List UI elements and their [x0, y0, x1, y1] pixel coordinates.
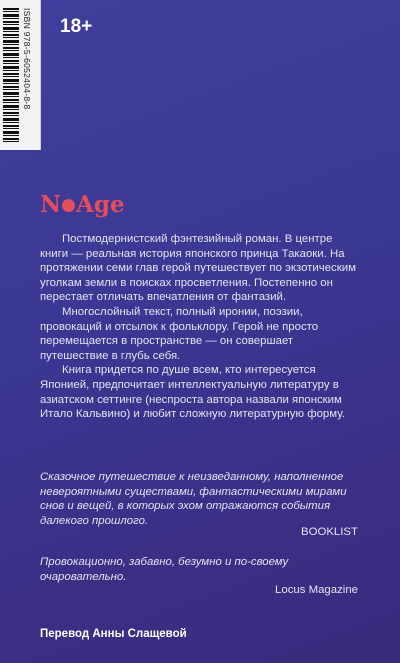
logo-text: Age — [76, 191, 125, 218]
review-source: Locus Magazine — [275, 584, 358, 596]
review-quote: Провокационно, забавно, безумно и по-своему очаровательно. — [40, 556, 289, 583]
barcode — [0, 0, 41, 150]
review-source: BOOKLIST — [301, 526, 358, 538]
logo-dot-icon — [62, 199, 75, 212]
description-paragraph: Постмодернистский фэнтезийный роман. В центре книги — реальная история японского принца Такаоки. На протяжении семи глав герой путешествует по экзотическим уголкам земли в поисках просветления. Постепенно он перестает отличать впечатления от фантазий. — [40, 233, 356, 304]
description-paragraph: Многослойный текст, полный иронии, поэзии, провокаций и отсылок к фольклору. Герой не просто перемещается в пространстве — он совершает путешествие в глубь себя. — [40, 305, 319, 362]
age-rating: 18+ — [60, 16, 93, 37]
book-description — [40, 232, 360, 422]
description-paragraph: Книга придется по душе всем, кто интересуется Японией, предпочитает интеллектуальную литературу в азиатском сеттинге (неспроста автора назвали японским Итало Кальвино) и любит сложную литературную форму. — [40, 364, 345, 421]
barcode-bars — [3, 8, 19, 142]
isbn-text: ISBN 978-5-6052404-8-8 — [22, 8, 32, 110]
publisher-logo — [40, 191, 125, 218]
logo-letter-n: N — [40, 191, 62, 218]
translator-credit: Перевод Анны Слащевой — [40, 628, 187, 640]
review-quote: Сказочное путешествие к неизведанному, наполненное невероятными существами, фантастическими мирами снов и вещей, в которых эхом отражаются события далекого прошлого. — [40, 471, 347, 527]
